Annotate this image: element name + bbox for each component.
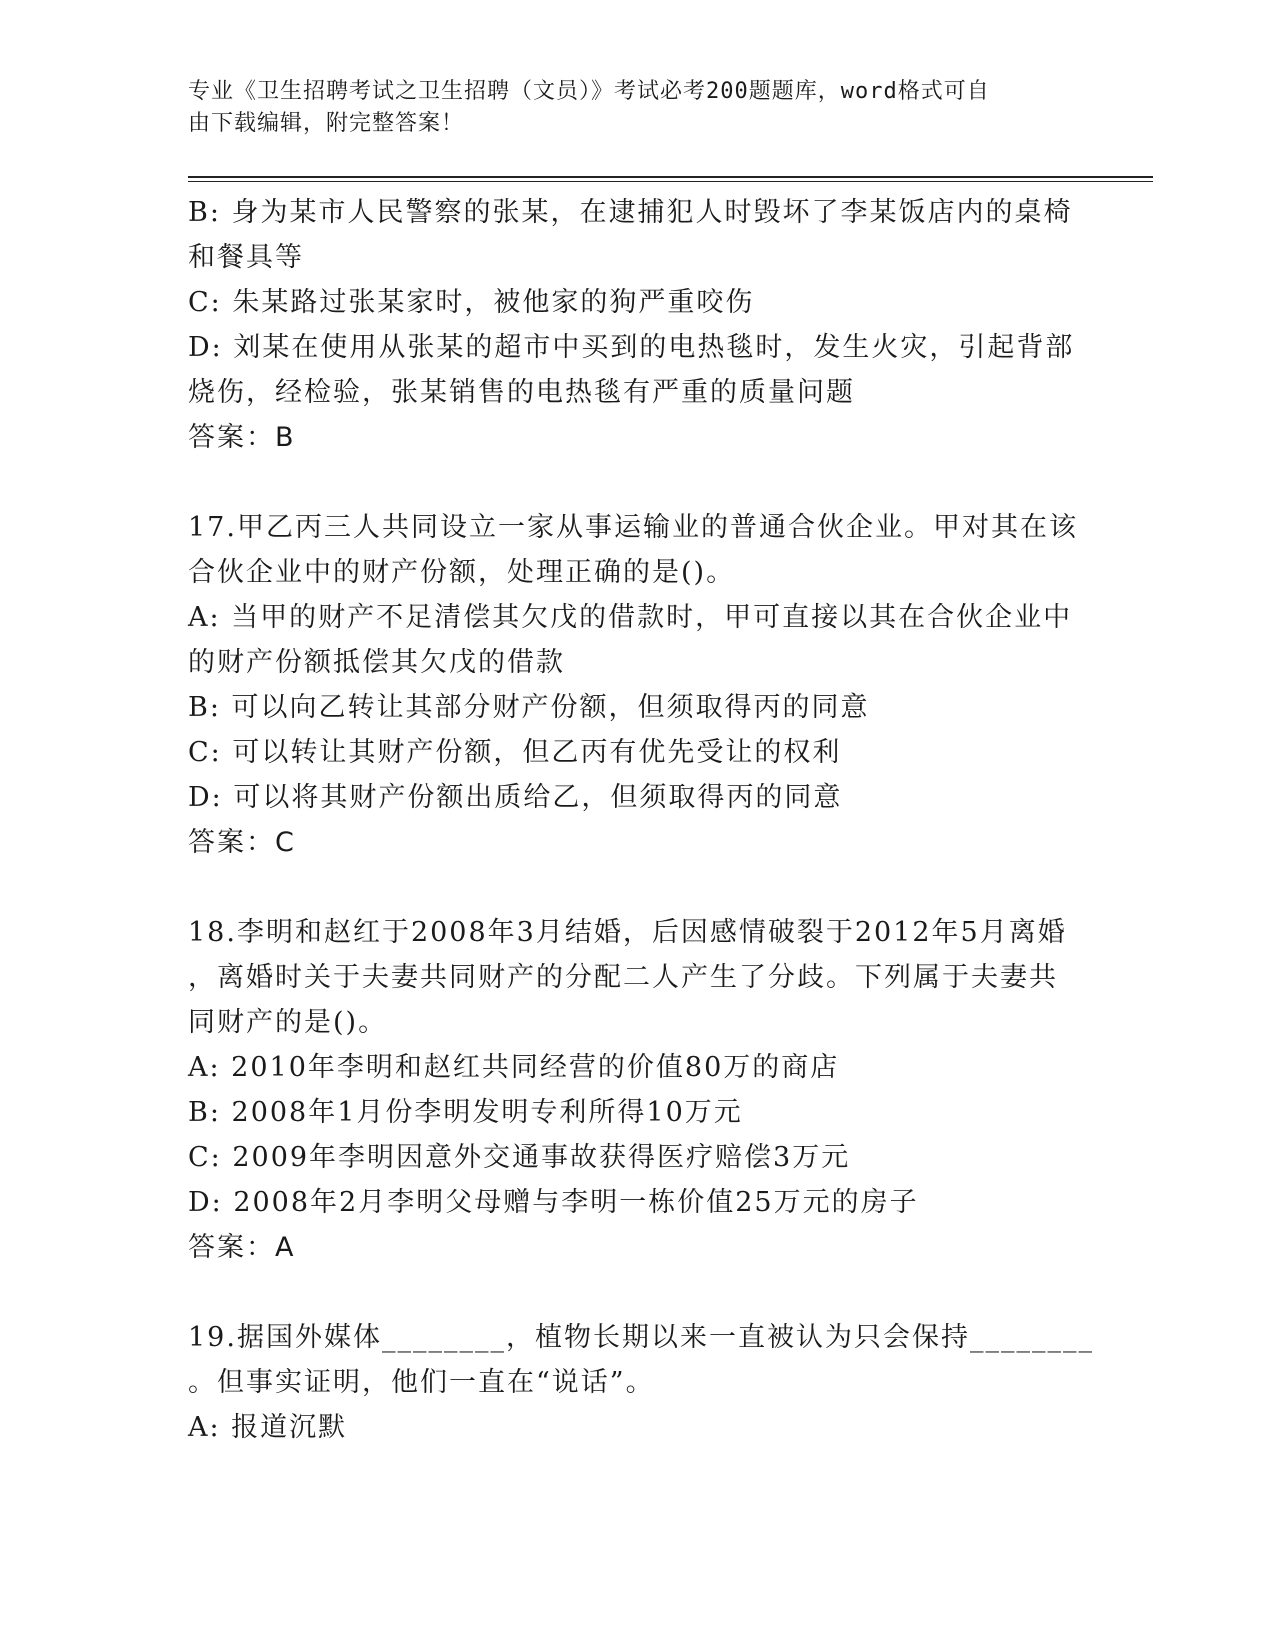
question-stem-line-2: ，离婚时关于夫妻共同财产的分配二人产生了分歧。下列属于夫妻共 — [188, 962, 1058, 993]
question-stem-line-1: 17.甲乙丙三人共同设立一家从事运输业的普通合伙企业。甲对其在该 — [188, 512, 1078, 543]
question-stem-line-3: 同财产的是()。 — [188, 1007, 388, 1038]
option-a: A: 2010年李明和赵红共同经营的价值80万的商店 — [188, 1052, 840, 1083]
option-d: D: 2008年2月李明父母赠与李明一栋价值25万元的房子 — [188, 1187, 919, 1218]
header-line-1: 专业《卫生招聘考试之卫生招聘（文员）》考试必考200题题库，word格式可自 — [188, 79, 990, 104]
header-divider-thick — [188, 176, 1153, 178]
option-c: C: 朱某路过张某家时，被他家的狗严重咬伤 — [188, 287, 755, 318]
header-line-2: 由下载编辑，附完整答案！ — [188, 111, 465, 136]
spacer — [188, 865, 1088, 910]
spacer — [188, 460, 1088, 505]
question-stem-line-2: 合伙企业中的财产份额，处理正确的是()。 — [188, 557, 736, 588]
option-b-line-2: 和餐具等 — [188, 242, 304, 273]
spacer — [188, 1270, 1088, 1315]
question-17 — [188, 505, 1088, 865]
answer: 答案：B — [188, 422, 296, 453]
answer: 答案：C — [188, 827, 296, 858]
option-a: A: 报道沉默 — [188, 1412, 348, 1443]
question-stem-line-2: 。但事实证明，他们一直在“说话”。 — [188, 1367, 655, 1398]
option-d-line-1: D: 刘某在使用从张某的超市中买到的电热毯时，发生火灾，引起背部 — [188, 332, 1075, 363]
option-d: D: 可以将其财产份额出质给乙，但须取得丙的同意 — [188, 782, 843, 813]
option-c: C: 可以转让其财产份额，但乙丙有优先受让的权利 — [188, 737, 842, 768]
option-a-line-2: 的财产份额抵偿其欠戊的借款 — [188, 647, 565, 678]
option-b: B: 可以向乙转让其部分财产份额，但须取得丙的同意 — [188, 692, 870, 723]
question-stem-line-1: 18.李明和赵红于2008年3月结婚，后因感情破裂于2012年5月离婚 — [188, 917, 1067, 948]
question-19 — [188, 1315, 1094, 1450]
option-d-line-2: 烧伤，经检验，张某销售的电热毯有严重的质量问题 — [188, 377, 855, 408]
question-stem-line-1: 19.据国外媒体________，植物长期以来一直被认为只会保持________ — [188, 1322, 1094, 1353]
option-b: B: 2008年1月份李明发明专利所得10万元 — [188, 1097, 743, 1128]
question-16 — [188, 190, 1088, 460]
header-divider-thin — [188, 181, 1153, 182]
document-header — [188, 76, 1068, 140]
option-a-line-1: A: 当甲的财产不足清偿其欠戊的借款时，甲可直接以其在合伙企业中 — [188, 602, 1073, 633]
option-b-line-1: B: 身为某市人民警察的张某，在逮捕犯人时毁坏了李某饭店内的桌椅 — [188, 197, 1073, 228]
answer: 答案：A — [188, 1232, 296, 1263]
question-18 — [188, 910, 1088, 1270]
option-c: C: 2009年李明因意外交通事故获得医疗赔偿3万元 — [188, 1142, 851, 1173]
question-list — [188, 190, 1094, 1450]
